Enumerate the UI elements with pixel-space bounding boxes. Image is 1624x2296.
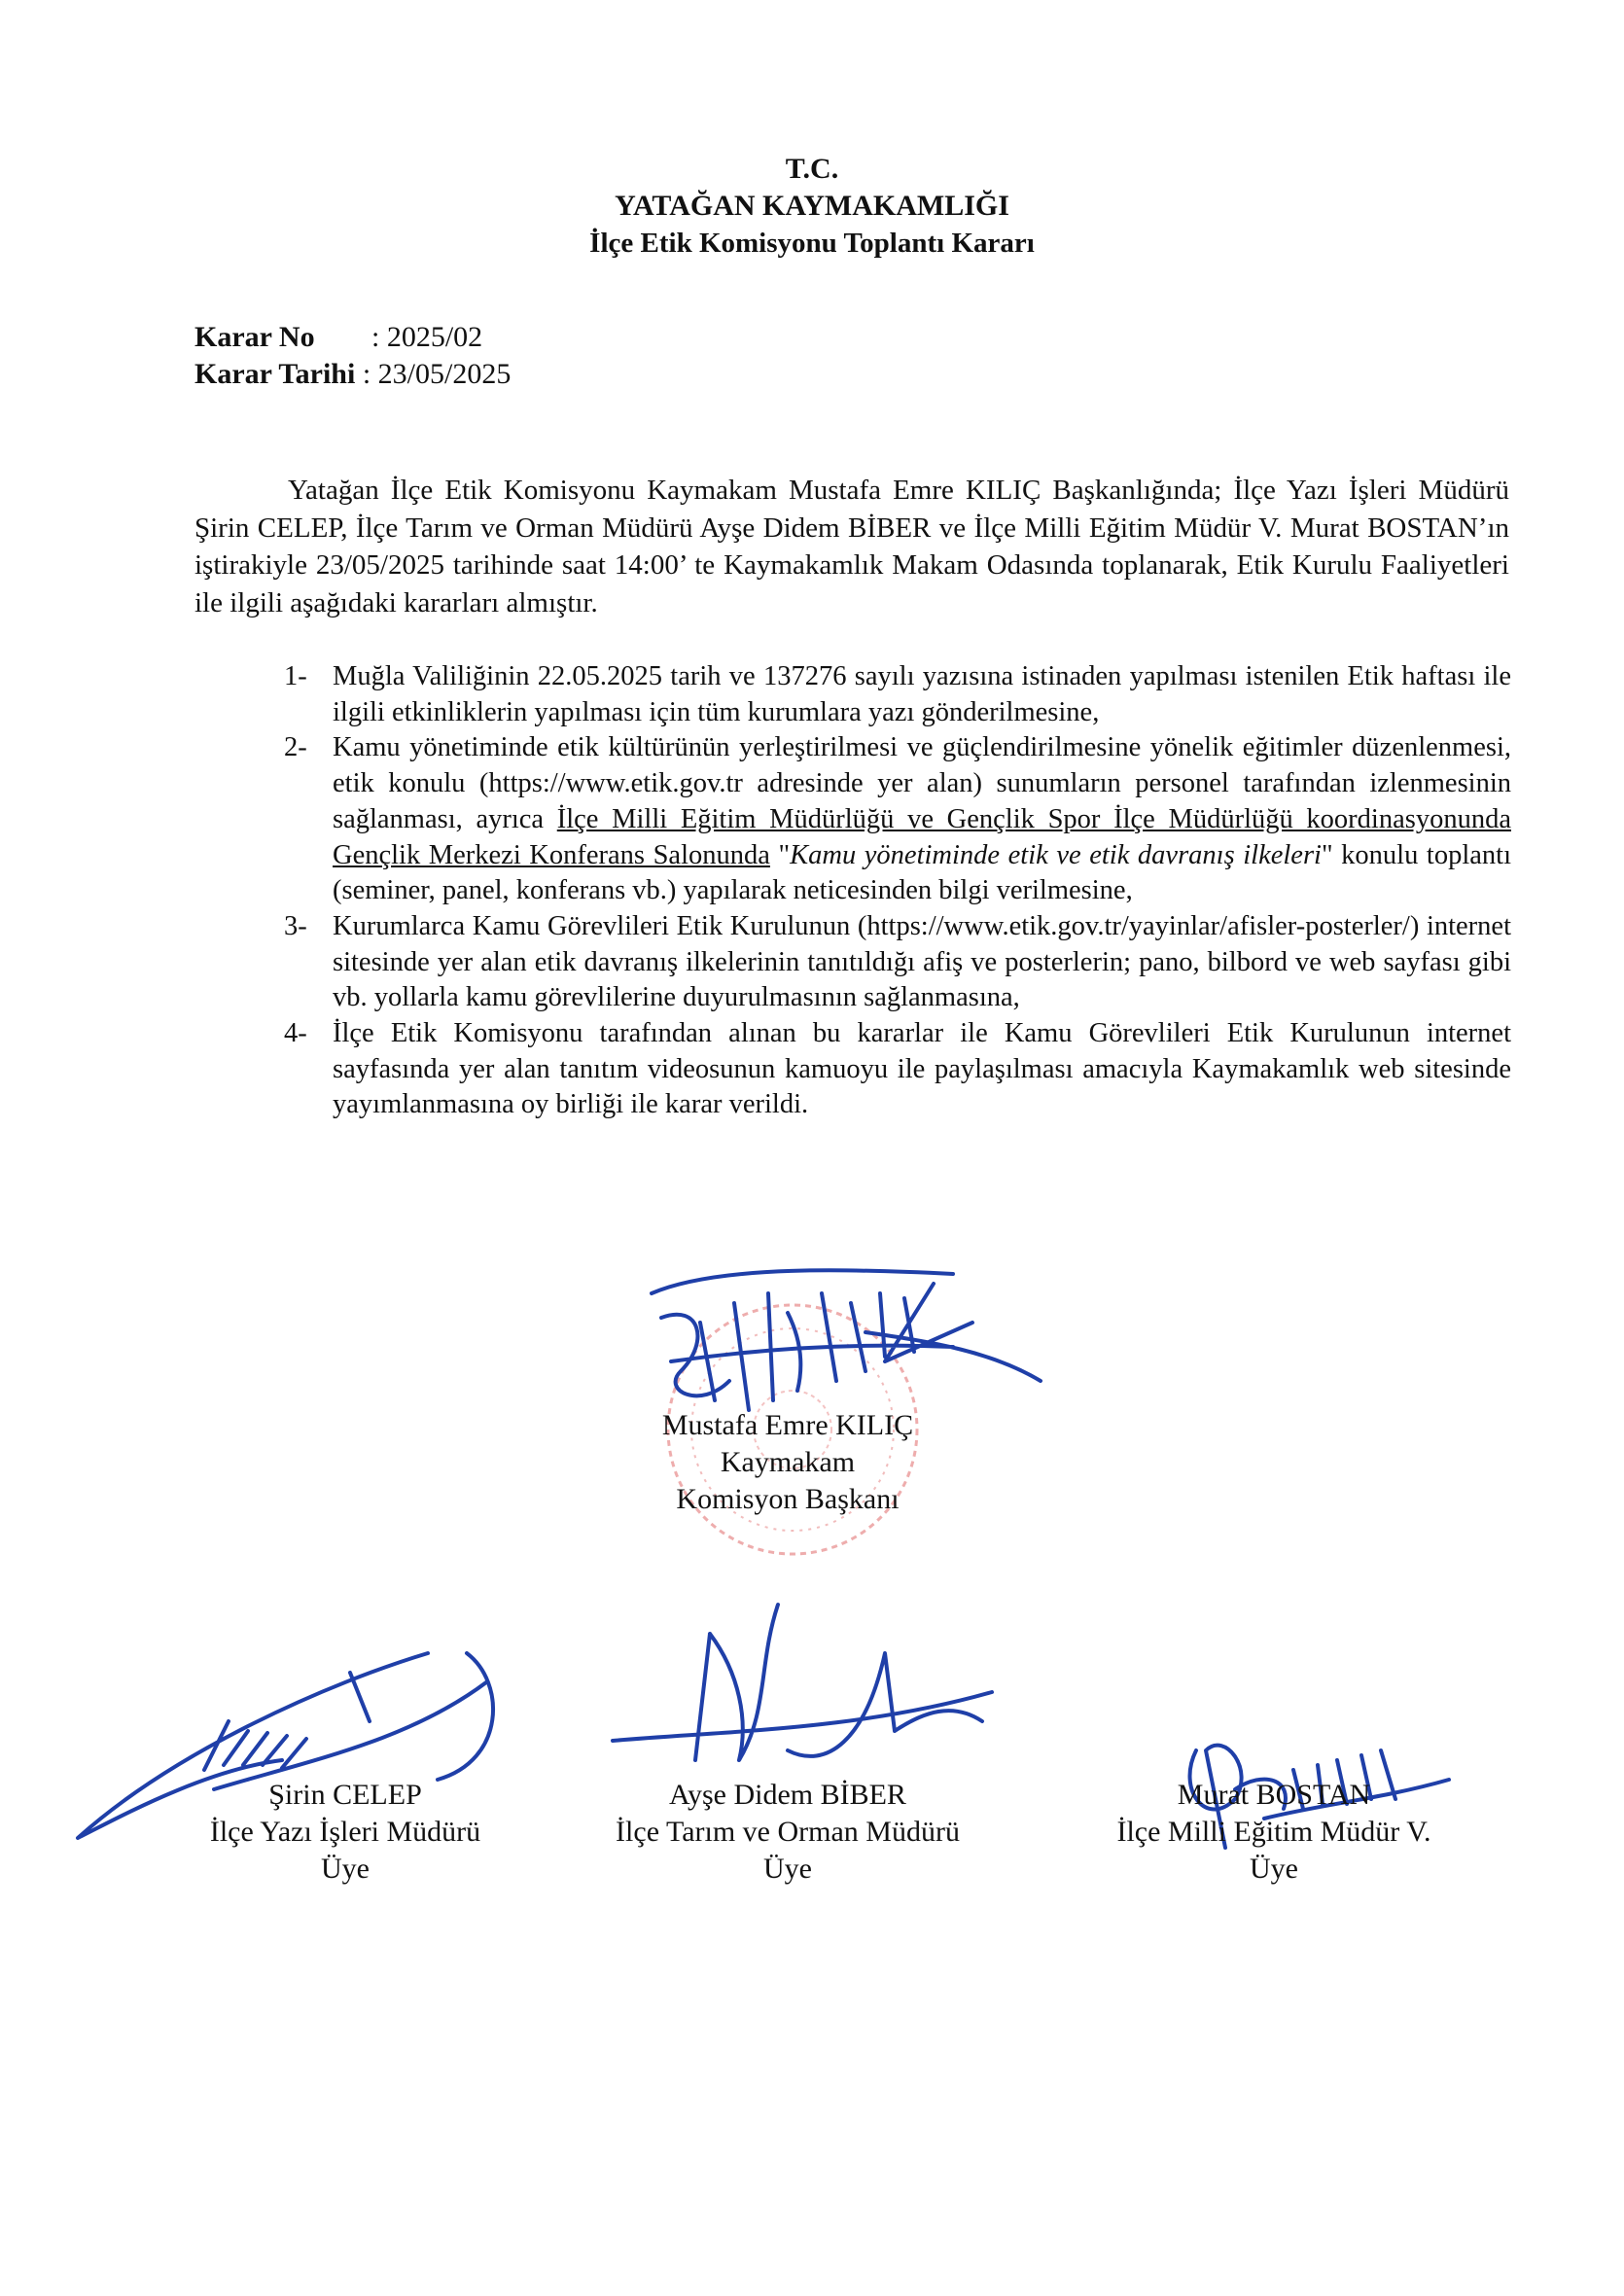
- decision-item-4: [284, 1016, 1511, 1123]
- member-role: Üye: [321, 1853, 370, 1885]
- member-signature-block-3: [1070, 1777, 1478, 1888]
- member-role: Üye: [763, 1853, 812, 1885]
- decision-no-value: : 2025/02: [371, 321, 483, 353]
- member-name: Murat BOSTAN: [1177, 1779, 1371, 1811]
- item-text: İlçe Etik Komisyonu tarafından alınan bu kararlar ile Kamu Görevlileri Etik Kurulunun internet sayfasında yer alan tanıtım videosunun kamuoyu ile paylaşılması amacıyla Kaymakamlık web sitesinde yayımlanmasına oy birliği ile karar verildi.: [333, 1018, 1511, 1120]
- member-title: İlçe Tarım ve Orman Müdürü: [616, 1816, 960, 1848]
- member-signature-2: [603, 1595, 1011, 1799]
- member-signature-block-1: [156, 1777, 535, 1888]
- member-role: Üye: [1250, 1853, 1298, 1885]
- decision-date-row: [194, 356, 511, 393]
- member-title: İlçe Milli Eğitim Müdür V.: [1116, 1816, 1431, 1848]
- decision-no-label: Karar No: [194, 321, 315, 353]
- decision-item-3: [284, 909, 1511, 1016]
- header-tc: T.C.: [785, 153, 839, 185]
- decision-date-label: Karar Tarihi: [194, 358, 356, 390]
- item-text-underlined: İlçe Milli Eğitim Müdürlüğü ve Gençlik Spor İlçe Müdürlüğü koordinasyonunda Gençlik Merkezi Konferans Salonunda: [333, 803, 1511, 870]
- header-institution: YATAĞAN KAYMAKAMLIĞI: [615, 190, 1009, 222]
- item-text-part: Kamu yönetiminde etik kültürünün yerleştirilmesi ve güçlendirilmesine yönelik eğitimler düzenlenmesi, etik konulu (https://www.etik.gov.tr adresinde yer alan) sunumların personel tarafından izlenmesinin sağlanması, ayrıca: [333, 732, 1511, 834]
- member-signature-block-2: [574, 1777, 1002, 1888]
- item-number: 4-: [284, 1018, 307, 1049]
- item-number: 1-: [284, 661, 307, 691]
- member-name: Ayşe Didem BİBER: [669, 1779, 906, 1811]
- intro-paragraph: Yatağan İlçe Etik Komisyonu Kaymakam Mustafa Emre KILIÇ Başkanlığında; İlçe Yazı İşleri Müdürü Şirin CELEP, İlçe Tarım ve Orman Müdürü Ayşe Didem BİBER ve İlçe Milli Eğitim Müdür V. Murat BOSTAN’ın iştirakiyle 23/05/2025 tarihinde saat 14:00’ te Kaymakamlık Makam Odasında toplanarak, Etik Kurulu Faaliyetleri ile ilgili aşağıdaki kararları almıştır.: [194, 475, 1509, 618]
- decision-no-row: [194, 319, 511, 356]
- chair-title: Kaymakam: [720, 1446, 856, 1478]
- member-title: İlçe Yazı İşleri Müdürü: [209, 1816, 481, 1848]
- decision-item-2: [284, 730, 1511, 909]
- chair-signature-block: [622, 1407, 953, 1518]
- chair-role: Komisyon Başkanı: [676, 1483, 900, 1515]
- item-text: Kurumlarca Kamu Görevlileri Etik Kurulunun (https://www.etik.gov.tr/yayinlar/afisler-posterler/) internet sitesinde yer alan etik davranış ilkelerinin tanıtıldığı afiş ve posterlerin; pano, bilbord ve web sayfası gibi vb. yollarla kamu görevlilerine duyurulmasının sağlanmasına,: [333, 910, 1511, 1013]
- chair-name: Mustafa Emre KILIÇ: [661, 1409, 914, 1441]
- document-header: [0, 151, 1624, 262]
- decision-item-1: [284, 659, 1511, 730]
- item-text-italic: Kamu yönetiminde etik ve etik davranış ilkeleri: [790, 839, 1322, 870]
- decision-meta: [194, 319, 511, 393]
- member-name: Şirin CELEP: [268, 1779, 422, 1811]
- item-text-part: " konulu toplantı (seminer, panel, konferans vb.) yapılarak neticesinden bilgi verilmesine,: [333, 839, 1511, 906]
- item-number: 2-: [284, 732, 307, 763]
- item-text-part: ": [769, 839, 791, 870]
- item-number: 3-: [284, 910, 307, 941]
- decision-list: [284, 659, 1511, 1123]
- item-text: [333, 730, 1511, 909]
- header-document-title: İlçe Etik Komisyonu Toplantı Kararı: [589, 228, 1035, 259]
- decision-date-value: : 23/05/2025: [362, 358, 512, 390]
- item-text: Muğla Valiliğinin 22.05.2025 tarih ve 137276 sayılı yazısına istinaden yapılması istenilen Etik haftası ile ilgili etkinliklerin yapılması için tüm kurumlara yazı gönderilmesine,: [333, 661, 1511, 727]
